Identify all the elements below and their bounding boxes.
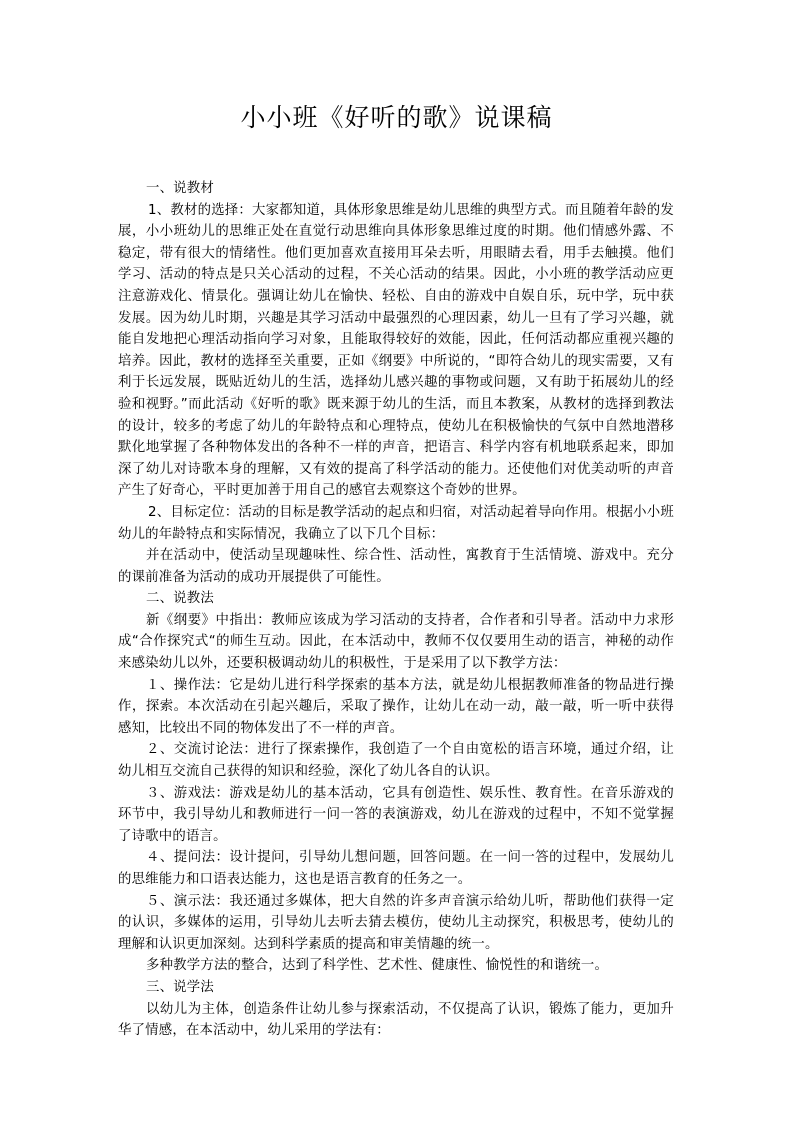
list-item: ３、游戏法：游戏是幼儿的基本活动，它具有创造性、娱乐性、教育性。在音乐游戏的环节中，我引导幼儿和教师进行一问一答的表演游戏，幼儿在游戏的过程中，不知不觉掌握了诗歌中的语言。: [118, 785, 674, 844]
paragraph: 并在活动中，使活动呈现趣味性、综合性、活动性，寓教育于生活情境、游戏中。充分的课前准备为活动的成功开展提供了可能性。: [118, 548, 674, 585]
section-heading: 三、说学法: [146, 979, 214, 995]
list-item: ４、提问法：设计提问，引导幼儿想问题，回答问题。在一问一答的过程中，发展幼儿的思维能力和口语表达能力，这也是语言教育的任务之一。: [118, 850, 674, 887]
paragraph: 以幼儿为主体，创造条件让幼儿参与探索活动，不仅提高了认识，锻炼了能力，更加升华了情感，在本活动中，幼儿采用的学法有：: [118, 1001, 674, 1039]
list-item: ５、演示法：我还通过多媒体，把大自然的许多声音演示给幼儿听，帮助他们获得一定的认识，多媒体的运用，引导幼儿去听去猜去模仿，使幼儿主动探究，积极思考，使幼儿的理解和认识更加深刻。达到科学素质的提高和审美情趣的统一。: [118, 893, 674, 952]
paragraph: 2、目标定位：活动的目标是教学活动的起点和归宿，对活动起着导向作用。根据小小班幼儿的年龄特点和实际情况，我确立了以下几个目标：: [118, 504, 674, 542]
paragraph: 新《纲要》中指出：教师应该成为学习活动的支持者，合作者和引导者。活动中力求形成“合作探究式“的师生互动。因此，在本活动中，教师不仅仅要用生动的语言，神秘的动作来感染幼儿以外，还要积极调动幼儿的积极性，于是采用了以下教学方法：: [118, 612, 674, 672]
list-item: １、操作法：它是幼儿进行科学探索的基本方法，就是幼儿根据教师准备的物品进行操作，探索。本次活动在引起兴趣后，采取了操作，让幼儿在动一动，敲一敲，听一听中获得感知，比较出不同的物体发出了不一样的声音。: [118, 677, 674, 736]
list-item: ２、交流讨论法：进行了探索操作，我创造了一个自由宽松的语言环境，通过介绍，让幼儿相互交流自己获得的知识和经验，深化了幼儿各自的认识。: [118, 742, 674, 780]
document-title: 小小班《好听的歌》说课稿: [240, 103, 553, 132]
paragraph: 多种教学方法的整合，达到了科学性、艺术性、健康性、愉悦性的和谐统一。: [146, 958, 609, 974]
paragraph: 1、教材的选择：大家都知道，具体形象思维是幼儿思维的典型方式。而且随着年龄的发展，小小班幼儿的思维正处在直觉行动思维向具体形象思维过度的时期。他们情感外露、不稳定，带有很大的情绪性。他们更加喜欢直接用耳朵去听，用眼睛去看，用手去触摸。他们学习、活动的特点是只关心活动的过程，不关心活动的结果。因此，小小班的教学活动应更注意游戏化、情景化。强调让幼儿在愉快、轻松、自由的游戏中自娱自乐，玩中学，玩中获发展。因为幼儿时期，兴趣是其学习活动中最强烈的心理因素，幼儿一旦有了学习兴趣，就能自发地把心理活动指向学习对象，且能取得较好的效能，因此，任何活动都应重视兴趣的培养。因此，教材的选择至关重要，正如《纲要》中所说的，“即符合幼儿的现实需要，又有利于长远发展，既贴近幼儿的生活，选择幼儿感兴趣的事物或问题，又有助于拓展幼儿的经验和视野。”而此活动《好听的歌》既来源于幼儿的生活，而且本教案，从教材的选择到教法的设计，较多的考虑了幼儿的年龄特点和心理特点，使幼儿在积极愉快的气氛中自然地潜移默化地掌握了各种物体发出的各种不一样的声音，把语言、科学内容有机地联系起来，即加深了幼儿对诗歌本身的理解，又有效的提高了科学活动的能力。还使他们对优美动听的声音产生了好奇心，平时更加善于用自己的感官去观察这个奇妙的世界。: [118, 202, 674, 499]
document-body: [118, 178, 674, 1042]
section-heading: 一、说教材: [146, 181, 214, 196]
section-heading: 二、说教法: [146, 591, 214, 607]
